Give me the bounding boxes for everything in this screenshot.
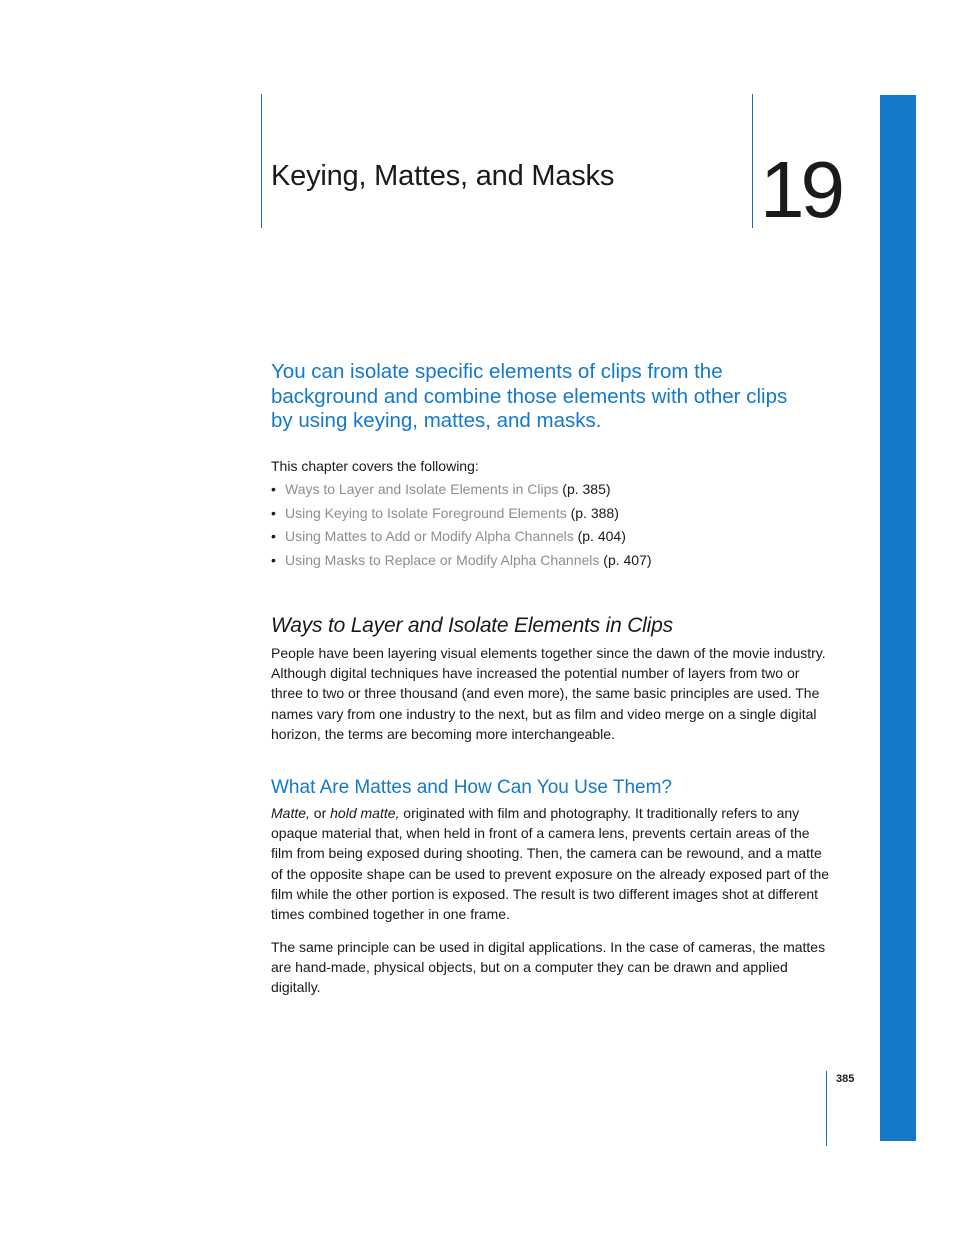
toc-page-ref: (p. 404): [577, 528, 626, 544]
chapter-number: 19: [760, 145, 841, 234]
bullet: •: [271, 528, 276, 544]
toc-item: [271, 503, 652, 527]
toc-item: [271, 526, 652, 550]
term-matte: Matte,: [271, 805, 310, 821]
chapter-intro: You can isolate specific elements of clips from the background and combine those elements with other clips by using keying, mattes, and masks.: [271, 360, 788, 432]
paragraph-text: originated with film and photography. It traditionally refers to any opaque material that, when held in front of a camera lens, prevents certain areas of the film from being exposed during shooting. Then, the camera can be rewound, and a matte of the opposite shape can be used to prevent exposure on the already exposed part of the film while the other portion is exposed. The result is two different images shot at different times combined together in one frame.: [271, 805, 830, 923]
term-hold-matte: hold matte,: [330, 805, 400, 821]
toc-page-ref: (p. 388): [570, 504, 619, 521]
subsection-paragraph-2: The same principle can be used in digital applications. In the case of cameras, the mattes are hand-made, physical objects, but on a computer they can be drawn and applied digitally.: [271, 939, 826, 996]
section-body: People have been layering visual elements together since the dawn of the movie industry. Although digital techniques have increased the potential number of layers from two or three to two or three thousand (and even more), the same basic principles are used. The names vary from one industry to the next, but as film and video merge on a single digital horizon, the terms are becoming more interchangeable.: [271, 645, 826, 742]
toc-link[interactable]: Using Masks to Replace or Modify Alpha Channels: [285, 551, 600, 568]
footer-rule: [826, 1071, 827, 1146]
toc-link[interactable]: Using Keying to Isolate Foreground Elements: [285, 504, 567, 521]
chapter-toc: [271, 479, 652, 573]
covers-label: This chapter covers the following:: [271, 458, 479, 474]
title-left-rule: [261, 94, 262, 228]
toc-link[interactable]: Using Mattes to Add or Modify Alpha Channels: [285, 528, 574, 544]
chapter-side-tab: [880, 95, 916, 1141]
toc-page-ref: (p. 385): [562, 481, 611, 497]
toc-item: [271, 479, 652, 503]
page-number: 385: [836, 1073, 855, 1085]
title-right-rule: [752, 94, 753, 228]
chapter-title: Keying, Mattes, and Masks: [271, 160, 615, 192]
bullet: •: [271, 504, 276, 521]
section-heading: Ways to Layer and Isolate Elements in Clips: [271, 614, 673, 637]
subsection-heading: What Are Mattes and How Can You Use Them?: [271, 777, 672, 798]
conjunction: or: [309, 805, 331, 821]
toc-link[interactable]: Ways to Layer and Isolate Elements in Clips: [285, 481, 559, 497]
subsection-paragraph-1: [271, 803, 831, 924]
bullet: •: [271, 481, 276, 497]
toc-page-ref: (p. 407): [603, 551, 652, 568]
bullet: •: [271, 551, 276, 568]
toc-item: [271, 550, 652, 574]
